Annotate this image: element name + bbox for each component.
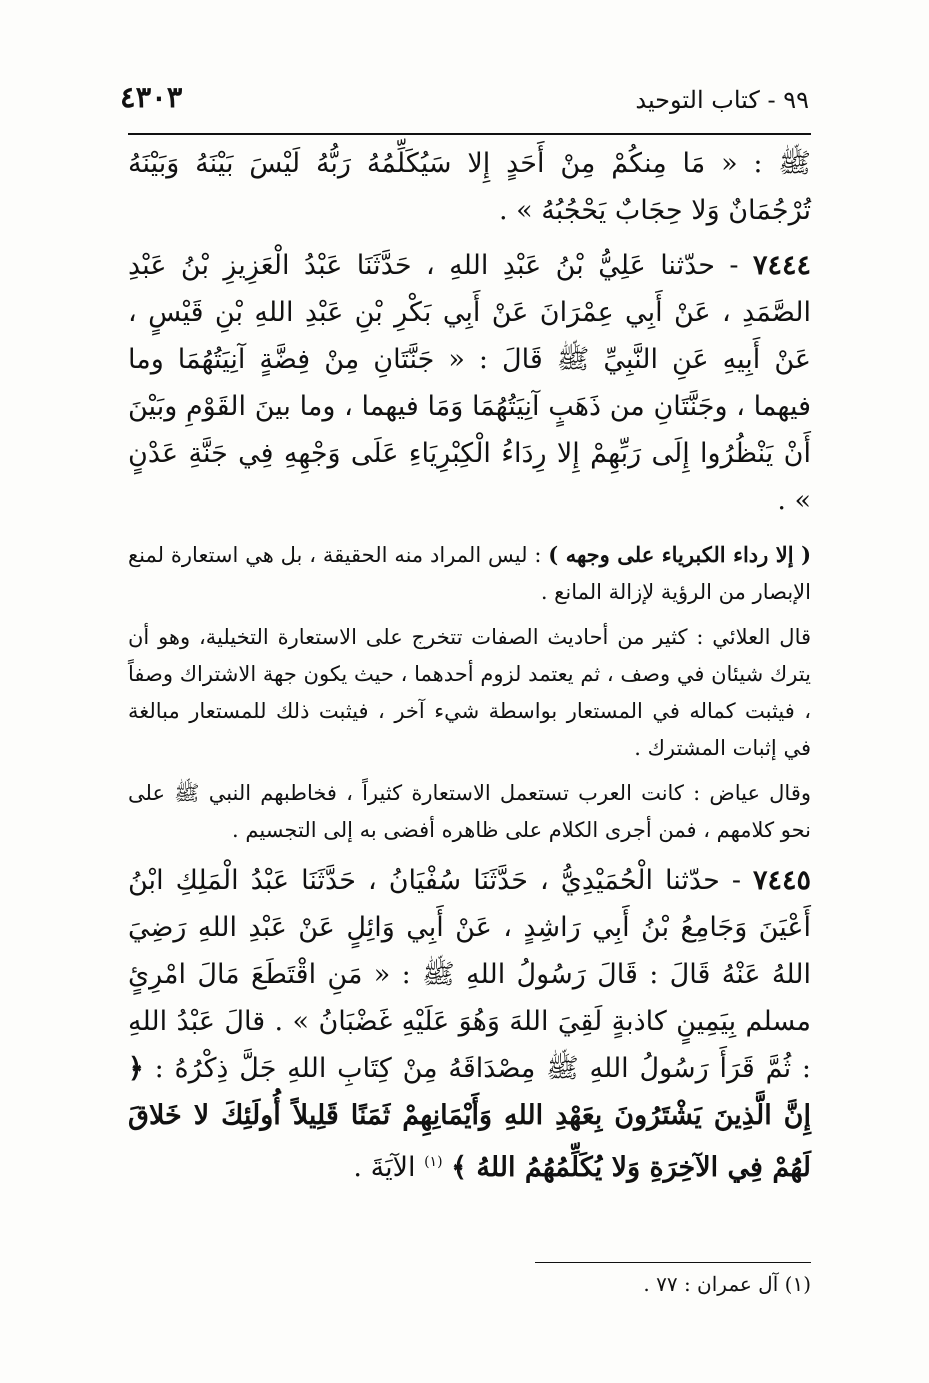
hadith-number: ٧٤٤٥ — [752, 865, 811, 896]
quran-verse: ﴿ إِنَّ الَّذِينَ يَشْتَرُونَ بِعَهْدِ اللهِ وَأَيْمَانِهِمْ ثَمَنًا قَلِيلاً أُولَئِكَ لا خَلاقَ لَهُمْ فِي الآخِرَةِ وَلا يُكَلِّمُهُمُ اللهُ ﴾ — [128, 1053, 811, 1183]
hadith-end: الآيَةَ . — [353, 1152, 425, 1183]
hadith-number: ٧٤٤٤ — [752, 250, 811, 281]
header-rule — [128, 133, 811, 135]
commentary-text: : ليس المراد منه الحقيقة ، بل هي استعارة لمنع الإبصار من الرؤية لإزالة المانع . — [128, 543, 811, 604]
commentary-heading: ( إلا رداء الكبرياء على وجهه ) — [548, 542, 812, 567]
page-number: ٤٣٠٣ — [120, 80, 183, 114]
commentary-paragraph: وقال عياض : كانت العرب تستعمل الاستعارة كثيراً ، فخاطبهم النبي ﷺ على نحو كلامهم ، فمن أجرى الكلام على ظاهره أفضى به إلى التجسيم . — [128, 781, 811, 842]
hadith-text: - حدّثنا الْحُمَيْدِيُّ ، حَدَّثَنَا سُفْيَانُ ، حَدَّثَنَا عَبْدُ الْمَلِكِ ابْنُ أَعْيَنَ وَجَامِعُ بْنُ أَبِي رَاشِدٍ ، عَنْ أَبِي وَائِلٍ عَنْ عَبْدِ اللهِ رَضِيَ اللهُ عَنْهُ قَالَ : قَالَ رَسُولُ اللهِ ﷺ : « مَنِ اقْتَطَعَ مَالَ امْرِئٍ مسلم بِيَمِينٍ كاذبةٍ لَقِيَ اللهَ وَهُوَ عَلَيْهِ غَضْبَانُ » . قالَ عَبْدُ اللهِ : ثُمَّ قَرَأَ رَسُولُ اللهِ ﷺ مِصْدَاقَهُ مِنْ كِتَابِ اللهِ جَلَّ ذِكْرُهُ : — [128, 865, 811, 1084]
commentary-paragraph: قال العلائي : كثير من أحاديث الصفات تتخرج على الاستعارة التخيلية، وهو أن يترك شيئان في وصف ، ثم يعتمد لزوم أحدهما ، حيث يكون جهة الاشتراك وصفاً ، فيثبت كماله في المستعار بواسطة شيء آخر ، فيثبت ذلك للمستعار مبالغة في إثبات المشترك . — [128, 625, 811, 760]
page-header — [120, 80, 809, 130]
page-body — [128, 140, 811, 1203]
footnote-rule — [535, 1262, 811, 1263]
commentary-paragraph — [128, 536, 811, 611]
hadith-continuation: ﷺ : « مَا مِنكُمْ مِنْ أَحَدٍ إِلا سَيُكَلِّمُهُ رَبُّهُ لَيْسَ بَيْنَهُ وَبَيْنَهُ تُرْجُمَانٌ وَلا حِجَابٌ يَحْجُبُهُ » . — [128, 148, 811, 226]
hadith-7445 — [128, 857, 811, 1191]
chapter-title: ٩٩ - كتاب التوحيد — [635, 86, 809, 114]
hadith-7444 — [128, 242, 811, 524]
hadith-text: - حدّثنا عَلِيُّ بْنُ عَبْدِ اللهِ ، حَدَّثَنَا عَبْدُ الْعَزِيزِ بْنُ عَبْدِ الصَّمَدِ ، عَنْ أَبِي عِمْرَانَ عَنْ أَبِي بَكْرِ بْنِ عَبْدِ اللهِ بْنِ قَيْسٍ ، عَنْ أَبِيهِ عَنِ النَّبِيِّ ﷺ قَالَ : « جَنَّتَانِ مِنْ فِضَّةٍ آنِيَتُهُمَا وما فيهما ، وجَنَّتَانِ من ذَهَبٍ آنِيَتُهُمَا وَمَا فيهما ، وما بينَ القَوْمِ وبَيْنَ أَنْ يَنْظُرُوا إِلَى رَبِّهِمْ إِلا رِدَاءُ الْكِبْرِيَاءِ عَلَى وَجْهِهِ فِي جَنَّةِ عَدْنٍ » . — [128, 250, 811, 516]
footnote: (١) آل عمران : ٧٧ . — [643, 1272, 811, 1296]
footnote-ref: (١) — [424, 1154, 443, 1170]
